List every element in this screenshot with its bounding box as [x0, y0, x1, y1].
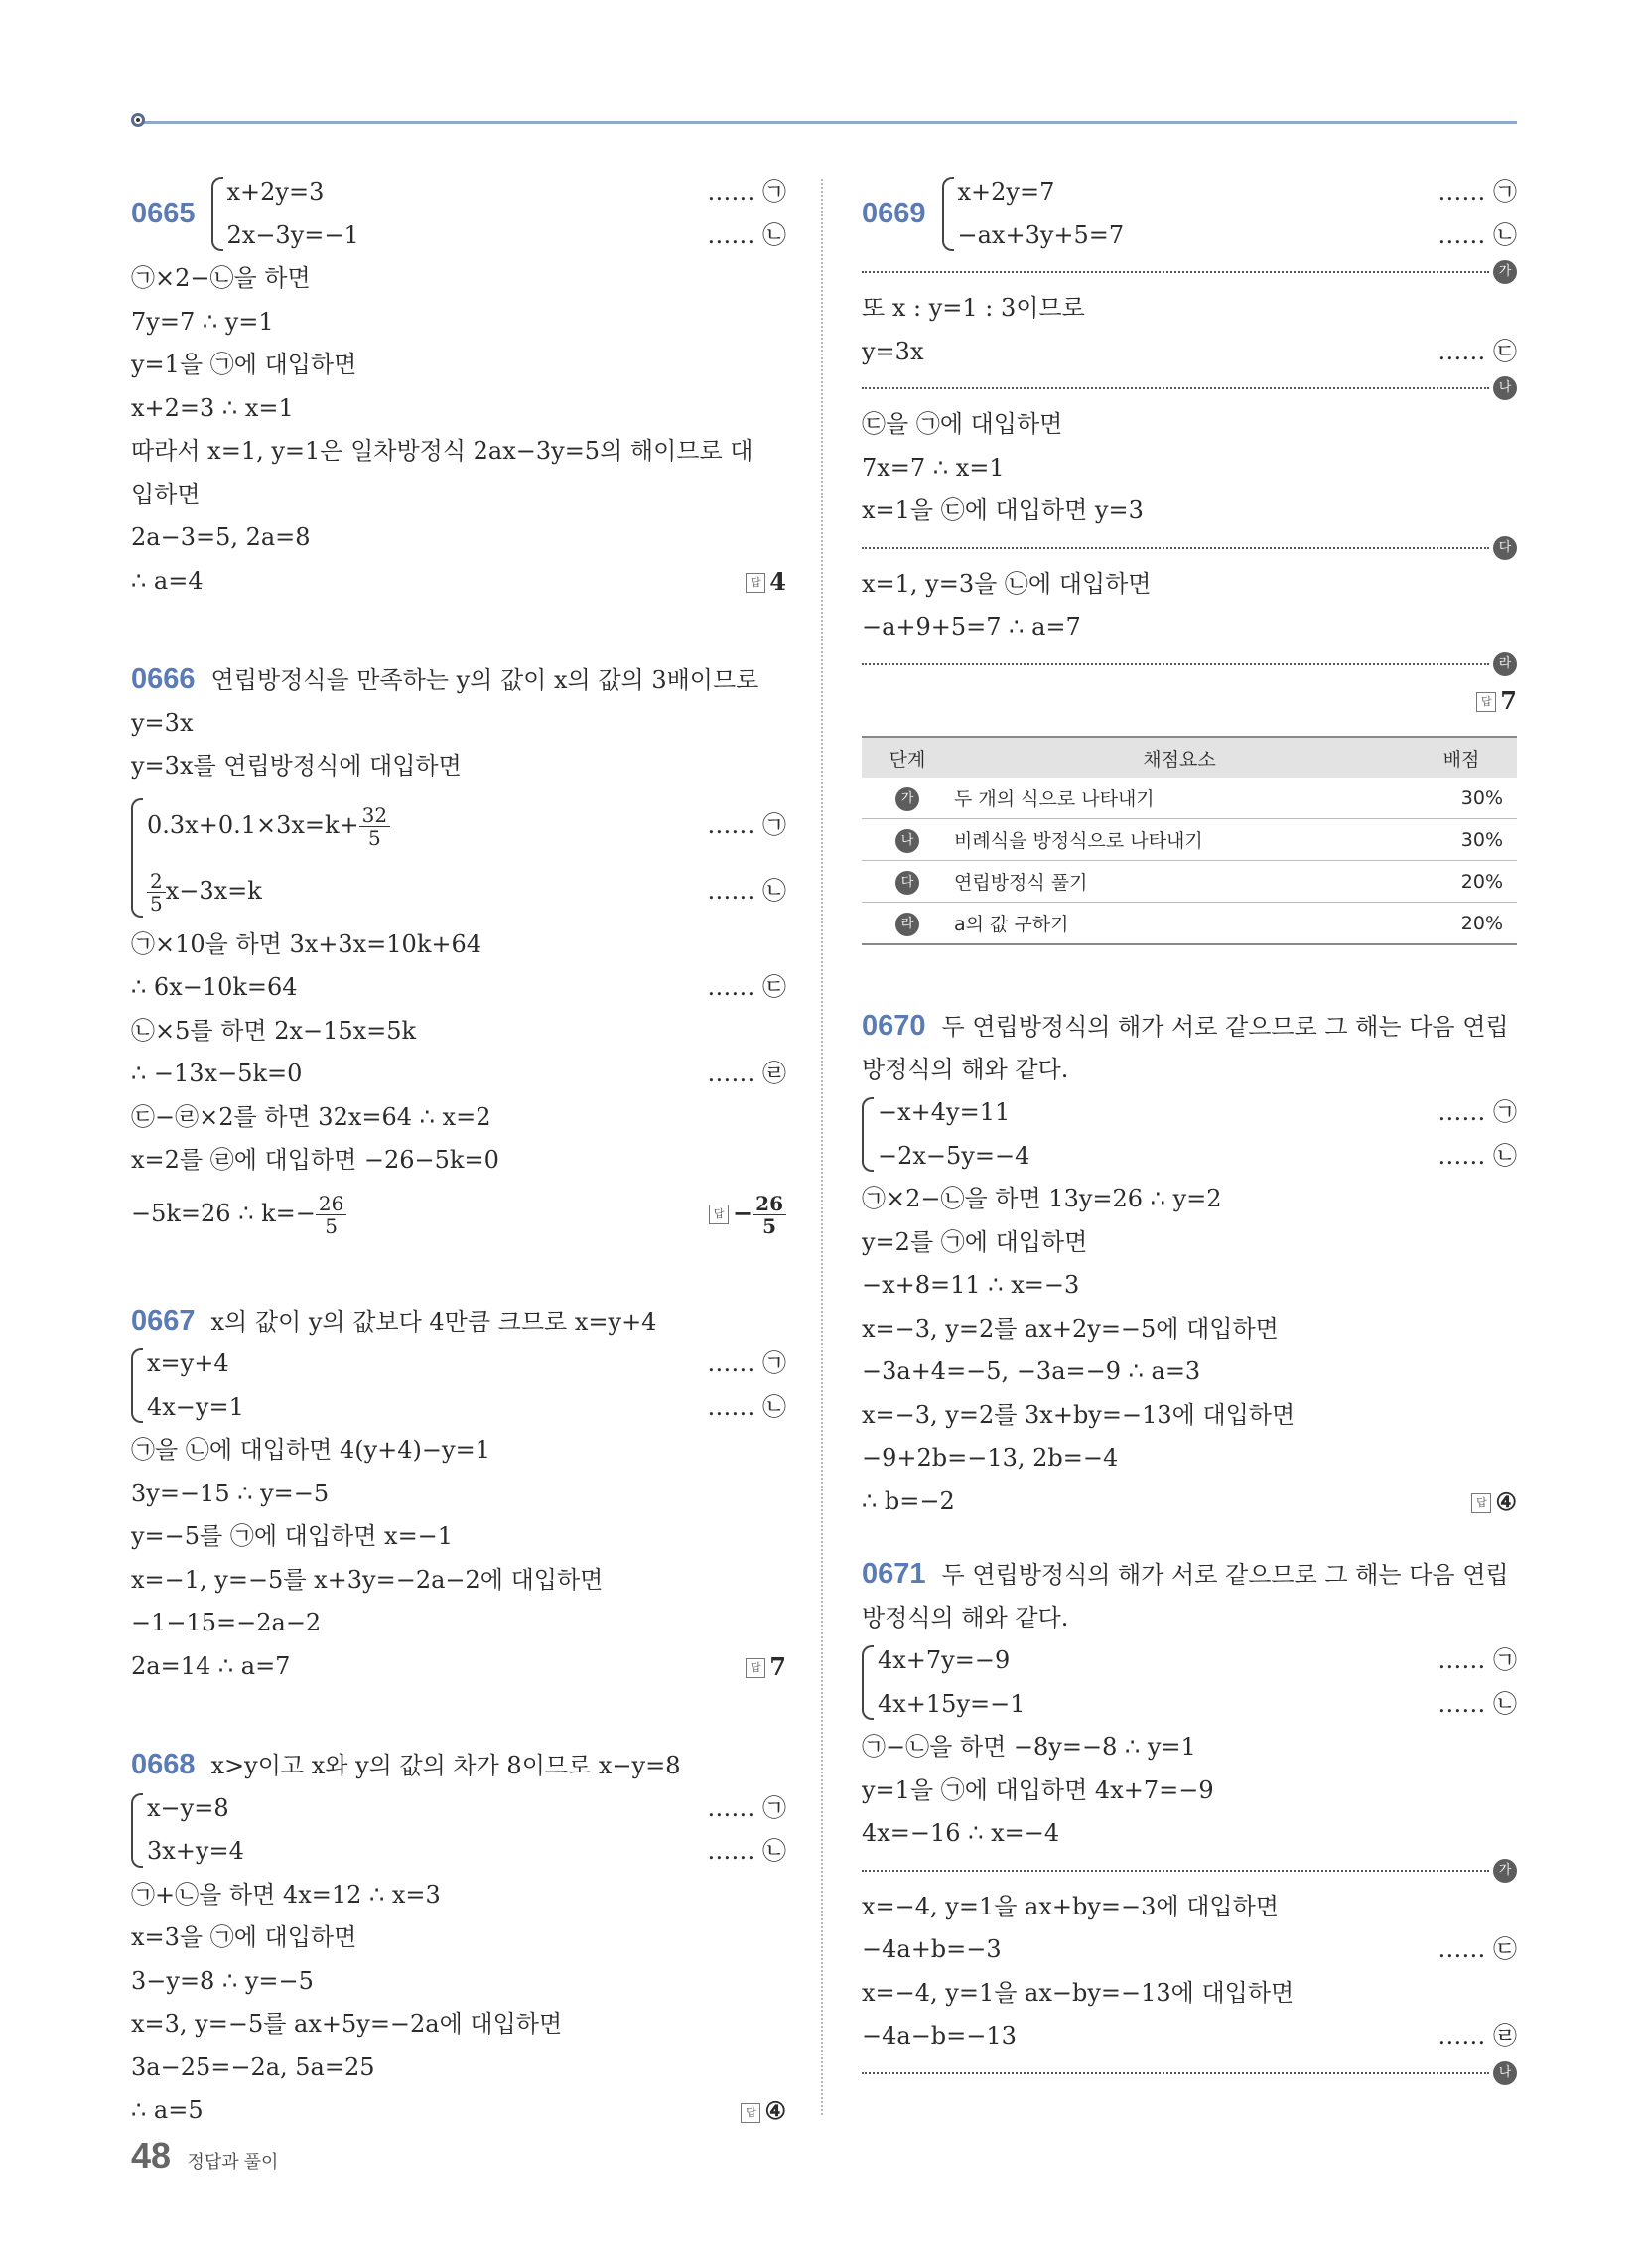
table-cell: 두 개의 식으로 나타내기	[953, 778, 1406, 819]
table-header: 채점요소	[953, 737, 1406, 778]
solution-line: ㉢을 ㉠에 대입하면	[862, 410, 1063, 438]
equation-label: …… ㉡	[1437, 1689, 1517, 1718]
solution-line: x=−4, y=1을 ax+by=−3에 대입하면	[862, 1892, 1279, 1920]
solution-line: x=1을 ㉢에 대입하면 y=3	[862, 496, 1144, 524]
fraction: $\frac{26}{5}$	[316, 1193, 346, 1237]
equation-label: …… ㉢	[1437, 1935, 1517, 1963]
solution-line: 3y=−15 ∴ y=−5	[131, 1479, 330, 1507]
header-dot	[131, 113, 145, 127]
problem-0670	[862, 1005, 1517, 1523]
table-row	[862, 819, 1517, 861]
solution-line: 3−y=8 ∴ y=−5	[131, 1966, 314, 1995]
solution-line: x=3을 ㉠에 대입하면	[131, 1923, 357, 1951]
problem-number: 0667	[131, 1304, 196, 1337]
system-brace	[862, 1645, 874, 1720]
problem-0671	[862, 1553, 1517, 2088]
table-cell: a의 값 구하기	[953, 903, 1406, 945]
solution-line: −9+2b=−13, 2b=−4	[862, 1444, 1119, 1472]
final-answer: 답 4	[746, 560, 786, 604]
step-separator	[862, 649, 1517, 679]
answer-icon: 답	[1476, 692, 1496, 712]
solution-line: ㉠+㉡을 하면 4x=12 ∴ x=3	[131, 1880, 441, 1909]
step-marker: 가	[895, 787, 919, 811]
equation: 3x+y=4	[147, 1837, 244, 1865]
solution-line: 4x=−16 ∴ x=−4	[862, 1819, 1060, 1847]
solution-line: 따라서 x=1, y=1은 일차방정식 2ax−3y=5의 해이므로 대	[131, 437, 753, 465]
solution-line: −5k=26 ∴ k=−	[131, 1199, 316, 1227]
page-number: 48	[131, 2135, 172, 2176]
solution-line: x=1, y=3을 ㉡에 대입하면	[862, 569, 1152, 598]
page-label: 정답과 풀이	[187, 2152, 279, 2172]
step-separator	[862, 373, 1517, 403]
problem-number: 0670	[862, 1010, 926, 1042]
table-row	[862, 903, 1517, 945]
table-cell: 연립방정식 풀기	[953, 861, 1406, 903]
solution-line: x=−3, y=2를 3x+by=−13에 대입하면	[862, 1400, 1296, 1429]
table-cell: 30%	[1406, 819, 1517, 861]
solution-line: y=1을 ㉠에 대입하면	[131, 351, 357, 378]
solution-line: ㉠×10을 하면 3x+3x=10k+64	[131, 929, 482, 958]
solution-line: x=−4, y=1을 ax−by=−13에 대입하면	[862, 1978, 1295, 2007]
solution-line: ㉠을 ㉡에 대입하면 4(y+4)−y=1	[131, 1436, 490, 1464]
final-answer: 답 − $\frac{26}{5}$	[709, 1183, 786, 1244]
equation-label: …… ㉠	[707, 1349, 786, 1377]
table-header: 단계	[862, 737, 953, 778]
solution-line: ㉠×2−㉡을 하면 13y=26 ∴ y=2	[862, 1185, 1222, 1212]
solution-line: −a+9+5=7 ∴ a=7	[862, 613, 1081, 640]
equation-label: …… ㉡	[1437, 220, 1517, 249]
equation-label: …… ㉠	[707, 178, 786, 206]
equation-label: …… ㉠	[1437, 178, 1517, 206]
final-answer: 답 ④	[741, 2089, 786, 2133]
equation-label: …… ㉡	[1437, 1141, 1517, 1170]
problem-number: 0671	[862, 1558, 926, 1590]
equation: x+2y=3	[226, 178, 325, 206]
solution-line: ∴ a=4	[131, 566, 204, 595]
system-brace	[131, 1793, 143, 1868]
equation: −2x−5y=−4	[878, 1141, 1030, 1170]
problem-0666	[131, 658, 786, 1244]
equation-label: …… ㉢	[1437, 337, 1517, 365]
equation-label: …… ㉢	[707, 973, 786, 1001]
answer-icon: 답	[746, 1658, 765, 1678]
problem-statement: 두 연립방정식의 해가 서로 같으므로 그 해는 다음 연립	[941, 1561, 1509, 1589]
solution-line: x+2=3 ∴ x=1	[131, 393, 294, 422]
solution-line: −3a+4=−5, −3a=−9 ∴ a=3	[862, 1357, 1201, 1385]
step-marker: 나	[895, 829, 919, 853]
equation-label: …… ㉡	[707, 1392, 786, 1421]
problem-statement: 두 연립방정식의 해가 서로 같으므로 그 해는 다음 연립	[941, 1013, 1509, 1041]
fraction: $\frac{2}{5}$	[147, 870, 166, 915]
system-brace	[131, 1348, 143, 1423]
solution-line: 3a−25=−2a, 5a=25	[131, 2053, 375, 2081]
equation: x+2y=7	[957, 178, 1055, 206]
solution-line: y=3x	[131, 708, 194, 737]
equation: x=y+4	[147, 1349, 229, 1377]
problem-0668	[131, 1744, 786, 2133]
final-answer: 답 7	[746, 1645, 786, 1689]
solution-line: 7y=7 ∴ y=1	[131, 307, 274, 336]
step-separator	[862, 1856, 1517, 1886]
solution-line: 2a=14 ∴ a=7	[131, 1651, 291, 1680]
solution-line: y=3x를 연립방정식에 대입하면	[131, 752, 462, 780]
solution-line: y=3x	[862, 337, 924, 365]
step-separator	[862, 257, 1517, 287]
problem-statement: 방정식의 해와 같다.	[862, 1055, 1069, 1083]
right-column	[862, 171, 1517, 2088]
system-brace	[862, 1097, 874, 1172]
equation: −ax+3y+5=7	[957, 220, 1125, 249]
equation-label: …… ㉣	[1437, 2022, 1517, 2050]
table-row	[862, 861, 1517, 903]
solution-line: 7x=7 ∴ x=1	[862, 453, 1005, 482]
equation: −x+4y=11	[878, 1098, 1011, 1126]
page-footer	[131, 2135, 278, 2177]
problem-number: 0665	[131, 198, 196, 229]
step-separator	[862, 2058, 1517, 2088]
problem-statement: 방정식의 해와 같다.	[862, 1603, 1069, 1631]
step-marker: 가	[1493, 260, 1517, 284]
problem-statement: x>y이고 x와 y의 값의 차가 8이므로 x−y=8	[210, 1752, 681, 1779]
equation: 4x+7y=−9	[878, 1646, 1011, 1674]
step-marker: 라	[1493, 652, 1517, 676]
table-cell: 20%	[1406, 903, 1517, 945]
answer-icon: 답	[741, 2103, 760, 2123]
problem-0665	[131, 171, 786, 603]
system-brace	[942, 177, 954, 251]
answer-icon: 답	[746, 573, 765, 593]
solution-line: −1−15=−2a−2	[131, 1609, 322, 1636]
system-brace	[131, 798, 143, 918]
final-answer: 답 7	[1476, 679, 1517, 723]
equation: x−y=8	[147, 1793, 229, 1822]
solution-line: ∴ 6x−10k=64	[131, 973, 298, 1001]
solution-line: y=1을 ㉠에 대입하면 4x+7=−9	[862, 1775, 1214, 1804]
problem-number: 0669	[862, 198, 926, 229]
solution-line: 2a−3=5, 2a=8	[131, 523, 311, 551]
equation-label: …… ㉠	[707, 1793, 786, 1822]
problem-number: 0666	[131, 663, 196, 695]
equation: 0.3x+0.1×3x=k+	[147, 810, 359, 839]
equation-label: …… ㉣	[707, 1060, 786, 1087]
equation-label: …… ㉠	[1437, 1098, 1517, 1126]
table-cell: 30%	[1406, 778, 1517, 819]
header-rule	[139, 121, 1517, 124]
table-header: 배점	[1406, 737, 1517, 778]
equation-label: …… ㉡	[707, 876, 786, 905]
answer-icon: 답	[1471, 1493, 1491, 1513]
solution-line: x=3, y=−5를 ax+5y=−2a에 대입하면	[131, 2010, 563, 2038]
solution-line: y=2를 ㉠에 대입하면	[862, 1227, 1088, 1256]
solution-line: ∴ b=−2	[862, 1487, 955, 1515]
equation-label: …… ㉡	[707, 220, 786, 249]
system-brace	[211, 177, 223, 251]
scoring-table	[862, 736, 1517, 945]
solution-line: 또 x : y=1 : 3이므로	[862, 294, 1085, 322]
problem-number: 0668	[131, 1749, 196, 1780]
step-marker: 다	[895, 871, 919, 895]
solution-line: x=−3, y=2를 ax+2y=−5에 대입하면	[862, 1314, 1279, 1343]
problem-0667	[131, 1300, 786, 1689]
step-marker: 나	[1493, 2061, 1517, 2085]
solution-line: −4a−b=−13	[862, 2022, 1017, 2050]
solution-line: ㉡×5를 하면 2x−15x=5k	[131, 1016, 417, 1045]
solution-line: −x+8=11 ∴ x=−3	[862, 1271, 1080, 1299]
table-cell: 비례식을 방정식으로 나타내기	[953, 819, 1406, 861]
equation: 2x−3y=−1	[226, 220, 359, 249]
step-marker: 나	[1493, 376, 1517, 400]
problem-statement: x의 값이 y의 값보다 4만큼 크므로 x=y+4	[210, 1307, 657, 1336]
problem-0669	[862, 171, 1517, 945]
solution-line: ∴ −13x−5k=0	[131, 1060, 303, 1087]
fraction: $\frac{32}{5}$	[359, 804, 390, 849]
equation-label: …… ㉡	[707, 1837, 786, 1865]
solution-line: x=−1, y=−5를 x+3y=−2a−2에 대입하면	[131, 1565, 604, 1594]
step-separator	[862, 533, 1517, 563]
table-row	[862, 778, 1517, 819]
solution-line: ㉢−㉣×2를 하면 32x=64 ∴ x=2	[131, 1102, 491, 1131]
step-marker: 라	[895, 913, 919, 936]
solution-line: −4a+b=−3	[862, 1935, 1002, 1963]
column-divider	[821, 179, 823, 2115]
solution-line: ∴ a=5	[131, 2096, 204, 2124]
table-cell: 20%	[1406, 861, 1517, 903]
solution-line: ㉠×2−㉡을 하면	[131, 264, 311, 292]
step-marker: 다	[1493, 536, 1517, 560]
step-marker: 가	[1493, 1859, 1517, 1883]
solution-line: y=−5를 ㉠에 대입하면 x=−1	[131, 1522, 454, 1550]
solution-line: ㉠−㉡을 하면 −8y=−8 ∴ y=1	[862, 1733, 1196, 1761]
equation-label: …… ㉠	[1437, 1646, 1517, 1674]
left-column	[131, 171, 786, 2133]
problem-statement: 연립방정식을 만족하는 y의 값이 x의 값의 3배이므로	[210, 666, 759, 694]
equation-label: …… ㉠	[707, 810, 786, 839]
solution-line: x=2를 ㉣에 대입하면 −26−5k=0	[131, 1146, 499, 1174]
equation: x−3x=k	[165, 876, 262, 905]
answer-icon: 답	[709, 1205, 729, 1224]
equation: 4x−y=1	[147, 1392, 244, 1421]
equation: 4x+15y=−1	[878, 1689, 1026, 1718]
solution-line: 입하면	[131, 480, 201, 508]
final-answer: 답 ④	[1471, 1481, 1517, 1524]
